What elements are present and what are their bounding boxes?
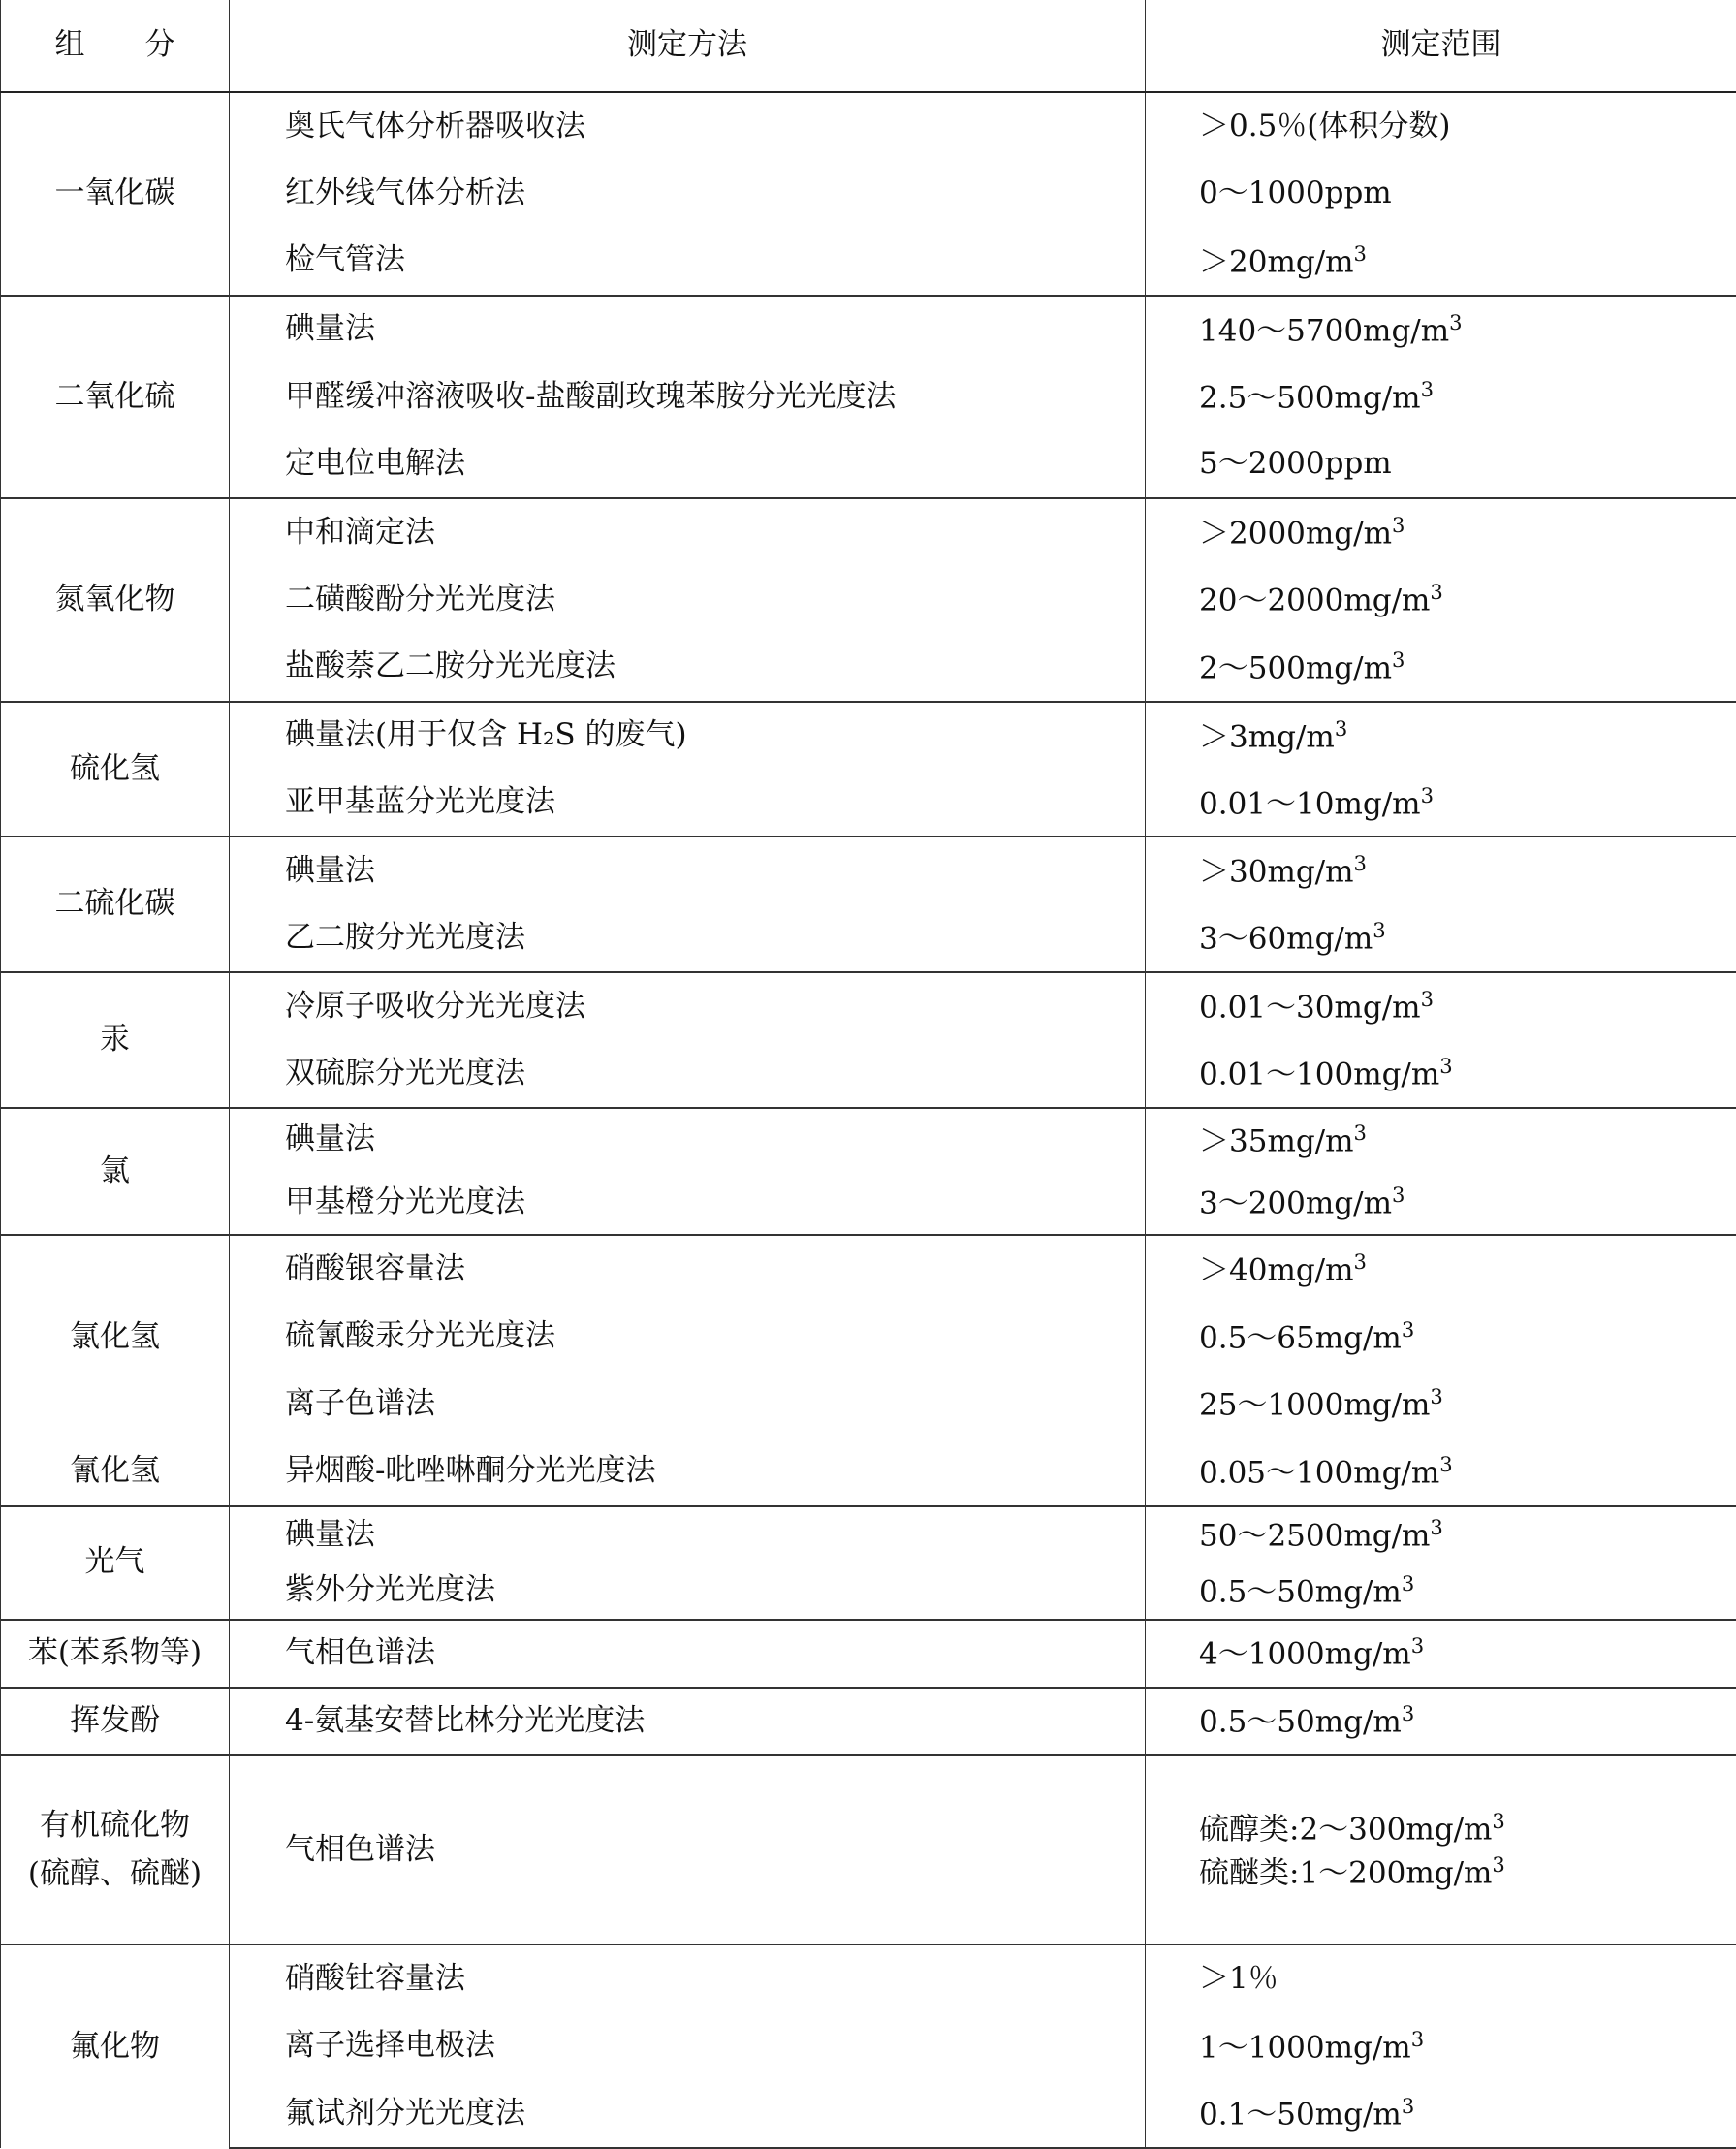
method-cell: 异烟酸-吡唑啉酮分光光度法 — [230, 1438, 1146, 1506]
component-cell — [1, 1438, 230, 1506]
component-name: 硫化氢 — [70, 750, 160, 786]
method-cell: 红外线气体分析法 — [230, 160, 1146, 228]
range-value-line2: 硫醚类$:1\sim 200mg/m^3$ — [1199, 1851, 1505, 1890]
range-cell — [1146, 702, 1736, 770]
method-cell: 硫氰酸汞分光光度法 — [230, 1303, 1146, 1371]
table-row — [1, 1944, 1736, 2012]
table-row — [1, 1438, 1736, 1506]
range-value: $1\sim 1000mg/m^3$ — [1199, 2026, 1425, 2065]
range-value: $2.5\sim 500mg/m^3$ — [1199, 376, 1434, 416]
range-cell — [1146, 1108, 1736, 1172]
range-cell — [1146, 1688, 1736, 1755]
table-row — [1, 1371, 1736, 1438]
method-cell: 碘量法 — [230, 296, 1146, 363]
range-cell — [1146, 837, 1736, 904]
range-cell — [1146, 1303, 1736, 1371]
method-cell: 乙二胺分光光度法 — [230, 904, 1146, 972]
method-cell: 氟试剂分光光度法 — [230, 2080, 1146, 2148]
range-value: ＞0.5％(体积分数) — [1199, 108, 1451, 143]
component-name: 二硫化碳 — [54, 886, 175, 922]
method-cell: 冷原子吸收分光光度法 — [230, 972, 1146, 1040]
method-cell: 碘量法 — [230, 1506, 1146, 1564]
range-cell — [1146, 1620, 1736, 1688]
table-row — [1, 160, 1736, 228]
method-cell: 甲基橙分光光度法 — [230, 1172, 1146, 1236]
component-name: 光气 — [84, 1544, 145, 1580]
range-value: 硫醇类$:2\sim 300mg/m^3$ — [1199, 1808, 1505, 1847]
method-cell: 碘量法(用于仅含 H₂S 的废气) — [230, 702, 1146, 770]
method-cell: 气相色谱法 — [230, 1755, 1146, 1945]
table-row — [1, 1755, 1736, 1945]
component-name: 二氧化硫 — [54, 378, 175, 414]
range-cell — [1146, 2012, 1736, 2080]
range-value: $0.1\sim 50mg/m^3$ — [1199, 2094, 1415, 2133]
range-value: $4\sim 1000mg/m^3$ — [1199, 1633, 1425, 1672]
range-value: $0.01\sim 100mg/m^3$ — [1199, 1053, 1453, 1092]
method-cell: 中和滴定法 — [230, 498, 1146, 566]
component-name: 一氧化碳 — [54, 174, 175, 210]
table-row — [1, 498, 1736, 566]
header-method: 测定方法 — [230, 0, 1146, 92]
component-cell — [1, 1620, 230, 1688]
table-row — [1, 702, 1736, 770]
method-cell: 碘量法 — [230, 837, 1146, 904]
table-row — [1, 1620, 1736, 1688]
table-row — [1, 1108, 1736, 1172]
range-cell — [1146, 2080, 1736, 2148]
table-row — [1, 837, 1736, 904]
method-cell: 甲醛缓冲溶液吸收-盐酸副玫瑰苯胺分光光度法 — [230, 363, 1146, 430]
table-row — [1, 1688, 1736, 1755]
component-name: 汞 — [100, 1022, 130, 1058]
range-value: ＞1％ — [1199, 1960, 1278, 1996]
table-row — [1, 1172, 1736, 1236]
method-cell: 亚甲基蓝分光光度法 — [230, 770, 1146, 837]
table-row — [1, 904, 1736, 972]
range-cell — [1146, 1371, 1736, 1438]
range-value: $50\sim 2500mg/m^3$ — [1199, 1514, 1443, 1554]
component-name: 有机硫化物 — [40, 1807, 190, 1843]
component-cell — [1, 702, 230, 837]
component-cell — [1, 498, 230, 702]
component-name: 氟化物 — [70, 2028, 160, 2064]
component-name: 氰化氢 — [70, 1453, 160, 1489]
component-name: 氮氧化物 — [54, 582, 175, 617]
component-name: 氯化氢 — [70, 1318, 160, 1354]
range-cell — [1146, 1172, 1736, 1236]
range-value: $>40mg/m^3$ — [1199, 1249, 1367, 1288]
range-value: $25\sim 1000mg/m^3$ — [1199, 1384, 1443, 1423]
range-value: $3\sim 200mg/m^3$ — [1199, 1183, 1405, 1221]
component-cell — [1, 1235, 230, 1438]
table-header-row — [1, 0, 1736, 92]
range-cell — [1146, 634, 1736, 702]
method-cell: 盐酸萘乙二胺分光光度法 — [230, 634, 1146, 702]
range-value: $2\sim 500mg/m^3$ — [1199, 647, 1405, 686]
range-value: $140\sim 5700mg/m^3$ — [1199, 309, 1463, 348]
table-row — [1, 1235, 1736, 1303]
table-row — [1, 1303, 1736, 1371]
range-value: $3\sim 60mg/m^3$ — [1199, 918, 1386, 957]
range-cell — [1146, 1944, 1736, 2012]
range-cell — [1146, 566, 1736, 634]
header-component: 组 分 — [1, 0, 230, 92]
range-value: $>35mg/m^3$ — [1199, 1120, 1367, 1159]
table-row — [1, 634, 1736, 702]
range-value: $0.05\sim 100mg/m^3$ — [1199, 1451, 1453, 1491]
method-cell: 奥氏气体分析器吸收法 — [230, 92, 1146, 160]
range-cell — [1146, 160, 1736, 228]
method-cell: 硝酸银容量法 — [230, 1235, 1146, 1303]
method-cell: 双硫腙分光光度法 — [230, 1040, 1146, 1108]
method-cell: 定电位电解法 — [230, 430, 1146, 498]
range-cell — [1146, 1040, 1736, 1108]
method-cell: 检气管法 — [230, 228, 1146, 296]
range-cell — [1146, 296, 1736, 363]
table-row — [1, 2080, 1736, 2148]
component-cell — [1, 837, 230, 972]
table-row — [1, 430, 1736, 498]
table-row — [1, 1563, 1736, 1620]
range-cell — [1146, 1755, 1736, 1945]
method-cell: 碘量法 — [230, 1108, 1146, 1172]
range-cell — [1146, 1506, 1736, 1564]
table-row — [1, 972, 1736, 1040]
range-value: $0.5\sim 50mg/m^3$ — [1199, 1701, 1415, 1740]
table-row — [1, 770, 1736, 837]
table-row — [1, 228, 1736, 296]
range-value: $>2000mg/m^3$ — [1199, 513, 1405, 552]
component-name-line2: (硫醇、硫醚) — [27, 1855, 203, 1891]
table-row — [1, 566, 1736, 634]
range-cell — [1146, 972, 1736, 1040]
range-value: $>30mg/m^3$ — [1199, 851, 1367, 890]
component-name: 苯(苯系物等) — [27, 1635, 203, 1671]
component-cell — [1, 972, 230, 1108]
table-row — [1, 2012, 1736, 2080]
range-cell — [1146, 770, 1736, 837]
range-value: $20\sim 2000mg/m^3$ — [1199, 580, 1443, 618]
range-value: $0.5\sim 65mg/m^3$ — [1199, 1316, 1415, 1355]
component-cell — [1, 92, 230, 296]
method-cell: 气相色谱法 — [230, 1620, 1146, 1688]
range-value: $0.01\sim 10mg/m^3$ — [1199, 782, 1434, 821]
method-cell: 二磺酸酚分光光度法 — [230, 566, 1146, 634]
range-cell — [1146, 92, 1736, 160]
component-cell — [1, 1688, 230, 1755]
range-value: 5～2000ppm — [1199, 445, 1392, 481]
table-row — [1, 296, 1736, 363]
range-value: $>20mg/m^3$ — [1199, 240, 1367, 279]
method-cell: 硝酸钍容量法 — [230, 1944, 1146, 2012]
range-cell — [1146, 904, 1736, 972]
component-cell — [1, 1506, 230, 1620]
component-cell — [1, 1755, 230, 1945]
range-value: 0～1000ppm — [1199, 174, 1392, 210]
table-row — [1, 363, 1736, 430]
range-value: $0.01\sim 30mg/m^3$ — [1199, 987, 1434, 1026]
method-cell: 离子选择电极法 — [230, 2012, 1146, 2080]
component-cell — [1, 296, 230, 499]
component-cell — [1, 1944, 230, 2148]
range-cell — [1146, 1563, 1736, 1620]
method-cell: 4-氨基安替比林分光光度法 — [230, 1688, 1146, 1755]
range-cell — [1146, 1438, 1736, 1506]
range-cell — [1146, 430, 1736, 498]
range-cell — [1146, 228, 1736, 296]
component-name: 氯 — [100, 1153, 130, 1188]
table-row — [1, 92, 1736, 160]
method-cell: 紫外分光光度法 — [230, 1563, 1146, 1620]
table-row — [1, 1040, 1736, 1108]
method-cell: 离子色谱法 — [230, 1371, 1146, 1438]
table-row — [1, 1506, 1736, 1564]
header-range: 测定范围 — [1146, 0, 1736, 92]
range-cell — [1146, 498, 1736, 566]
range-cell — [1146, 1235, 1736, 1303]
range-value: $0.5\sim 50mg/m^3$ — [1199, 1570, 1415, 1609]
component-name: 挥发酚 — [70, 1702, 160, 1738]
component-cell — [1, 1108, 230, 1235]
range-cell — [1146, 363, 1736, 430]
range-value: $>3mg/m^3$ — [1199, 715, 1348, 754]
